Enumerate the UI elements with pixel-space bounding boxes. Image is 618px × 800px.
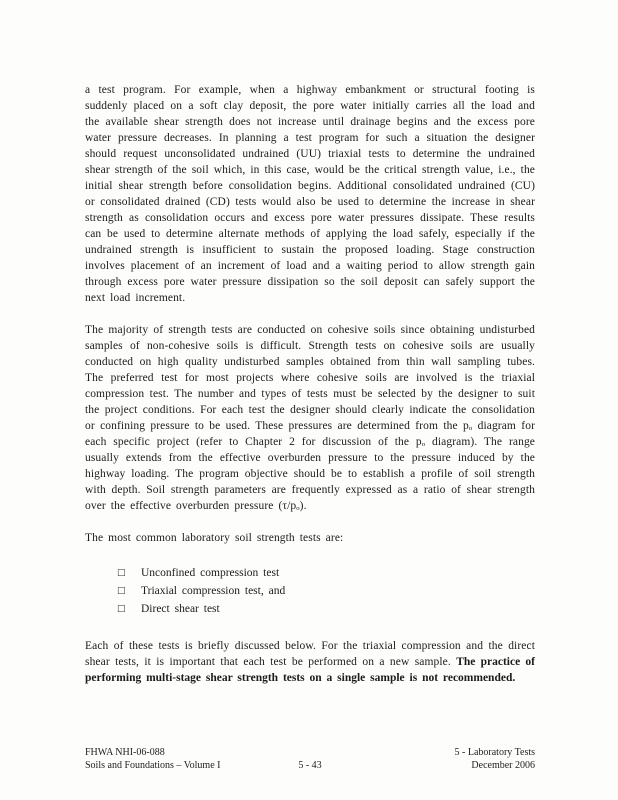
footer-chapter-title: 5 - Laboratory Tests <box>454 747 535 758</box>
paragraph-closing <box>85 638 535 686</box>
list-item <box>117 600 535 618</box>
list-item <box>117 582 535 600</box>
page-body <box>85 82 535 702</box>
bullet-square-icon: □ <box>117 586 126 596</box>
footer-doc-number: FHWA NHI-06-088 <box>85 747 165 758</box>
list-item-text: Unconfined compression test <box>141 567 280 579</box>
footer-date: December 2006 <box>471 760 535 771</box>
list-item-text: Direct shear test <box>141 603 220 615</box>
list-item-text: Triaxial compression test, and <box>141 585 286 597</box>
bullet-square-icon: □ <box>117 604 126 614</box>
bullet-square-icon: □ <box>117 568 126 578</box>
paragraph-test-program: a test program. For example, when a highway embankment or structural footing is suddenly placed on a soft clay deposit, the pore water initially carries all the load and the available shear strength does not increase until drainage begins and the excess pore water pressure decreases. In planning a test program for such a situation the designer should request unconsolidated undrained (UU) triaxial tests to determine the undrained shear strength of the soil which, in this case, would be the critical strength value, i.e., the initial shear strength before consolidation begins. Additional consolidated undrained (CU) or consolidated drained (CD) tests would also be used to determine the increase in shear strength as consolidation occurs and excess pore water pressures dissipate. These results can be used to determine alternate methods of applying the load safely, especially if the undrained strength is insufficient to sustain the proposed loading. Stage construction involves placement of an increment of load and a waiting period to allow strength gain through excess pore water pressure dissipation so the soil deposit can safely support the next load increment. <box>85 84 535 304</box>
footer-page-number: 5 - 43 <box>298 760 322 771</box>
paragraph-strength-tests: The majority of strength tests are conducted on cohesive soils since obtaining undisturbed samples of non-cohesive soils is difficult. Strength tests on cohesive soils are usually conducted on high quality undisturbed samples obtained from thin wall sampling tubes. The preferred test for most projects where cohesive soils are involved is the triaxial compression test. The number and types of tests must be selected by the designer to suit the project conditions. For each test the designer should clearly indicate the consolidation or confining pressure to be used. These pressures are determined from the pₒ diagram for each specific project (refer to Chapter 2 for discussion of the pₒ diagram). The range usually extends from the effective overburden pressure to the pressure induced by the highway loading. The program objective should be to establish a profile of soil strength with depth. Soil strength parameters are frequently expressed as a ratio of shear strength over the effective overburden pressure (τ/pₒ). <box>85 324 535 512</box>
list-item <box>117 564 535 582</box>
page-footer <box>85 746 535 772</box>
closing-text-normal: Each of these tests is briefly discussed below. For the triaxial compression and the direct shear tests, it is important that each test be performed on a new sample. <box>85 640 535 668</box>
footer-row-1 <box>85 746 535 759</box>
strength-test-list <box>117 564 535 618</box>
paragraph-list-intro: The most common laboratory soil strength tests are: <box>85 532 344 544</box>
closing-text-emphasized: The practice of performing multi-stage shear strength tests on a single sample is not recommended. <box>85 656 535 684</box>
footer-doc-title: Soils and Foundations – Volume I <box>85 760 221 771</box>
footer-spacer <box>235 746 385 759</box>
footer-row-2 <box>85 759 535 772</box>
